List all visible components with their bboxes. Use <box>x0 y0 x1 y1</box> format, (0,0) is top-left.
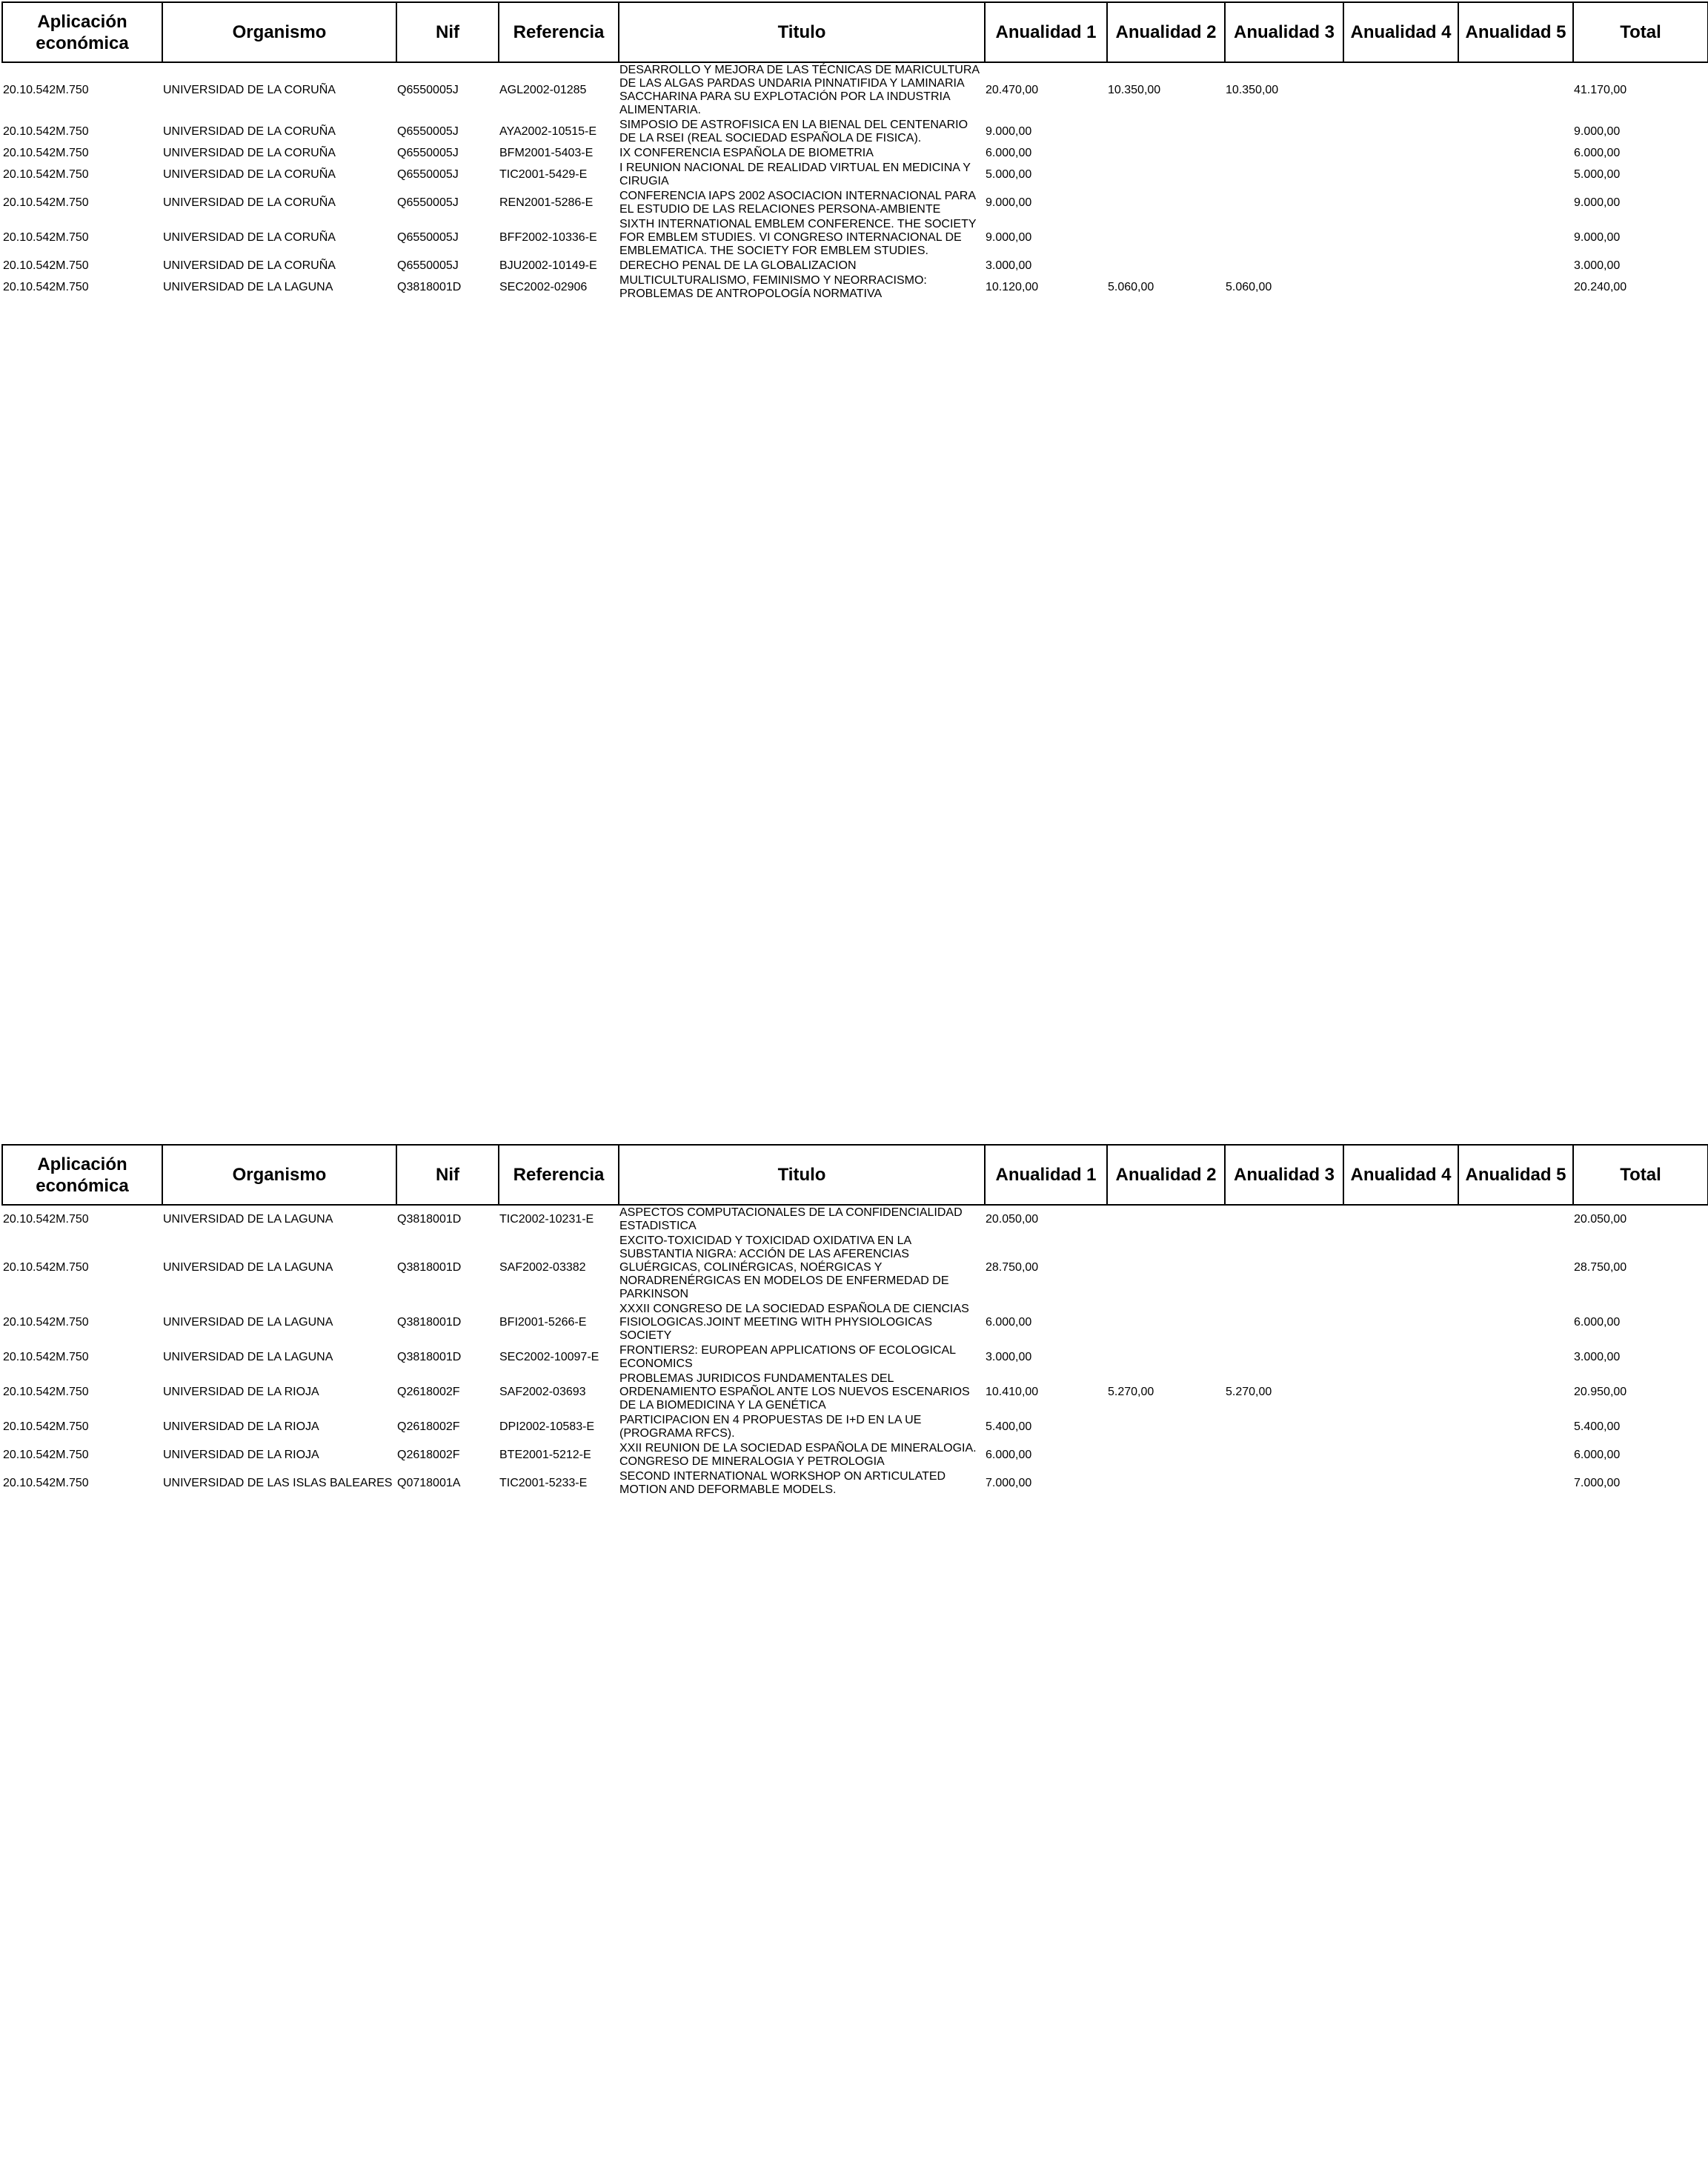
cell-title: MULTICULTURALISMO, FEMINISMO Y NEORRACISMO: PROBLEMAS DE ANTROPOLOGÍA NORMATIVA <box>619 274 927 300</box>
header-a3: Anualidad 3 <box>1225 2 1343 62</box>
cell-ref: BFI2001-5266-E <box>499 1316 587 1329</box>
cell-app: 20.10.542M.750 <box>3 168 89 181</box>
cell-a4 <box>1343 273 1458 302</box>
cell-a2 <box>1107 259 1225 273</box>
table-row <box>2 1302 1708 1343</box>
cell-a5 <box>1458 217 1573 259</box>
cell-a3 <box>1225 146 1343 161</box>
table-row <box>2 1413 1708 1441</box>
cell-app: 20.10.542M.750 <box>3 1351 89 1363</box>
header-title: Titulo <box>619 1145 985 1205</box>
cell-a3 <box>1225 1469 1343 1497</box>
cell-a3 <box>1225 1234 1343 1302</box>
cell-a1: 10.120,00 <box>986 281 1039 293</box>
cell-total: 9.000,00 <box>1574 125 1621 138</box>
cell-nif: Q3818001D <box>397 1316 462 1329</box>
cell-a3 <box>1225 118 1343 146</box>
cell-a2: 5.270,00 <box>1108 1386 1154 1398</box>
cell-a1: 6.000,00 <box>986 1449 1032 1461</box>
header-a3: Anualidad 3 <box>1225 1145 1343 1205</box>
cell-ref: BTE2001-5212-E <box>499 1449 591 1461</box>
cell-title: DERECHO PENAL DE LA GLOBALIZACION <box>619 259 857 272</box>
cell-a5 <box>1458 1302 1573 1343</box>
cell-total: 3.000,00 <box>1574 259 1621 272</box>
cell-a4 <box>1343 1372 1458 1413</box>
cell-total: 20.050,00 <box>1574 1213 1627 1226</box>
cell-org: UNIVERSIDAD DE LA LAGUNA <box>163 1213 333 1226</box>
cell-a1: 9.000,00 <box>986 231 1032 244</box>
cell-title: PARTICIPACION EN 4 PROPUESTAS DE I+D EN LA UE (PROGRAMA RFCS). <box>619 1414 922 1440</box>
cell-a4 <box>1343 118 1458 146</box>
table-row <box>2 189 1708 217</box>
header-app: Aplicación económica <box>2 1145 162 1205</box>
cell-app: 20.10.542M.750 <box>3 1449 89 1461</box>
table-row <box>2 217 1708 259</box>
cell-a3 <box>1225 1205 1343 1234</box>
cell-a1: 5.400,00 <box>986 1420 1032 1433</box>
cell-title: SECOND INTERNATIONAL WORKSHOP ON ARTICULATED MOTION AND DEFORMABLE MODELS. <box>619 1470 946 1496</box>
cell-ref: BFF2002-10336-E <box>499 231 597 244</box>
cell-org: UNIVERSIDAD DE LAS ISLAS BALEARES <box>163 1477 393 1489</box>
cell-a2 <box>1107 1343 1225 1372</box>
header-a4: Anualidad 4 <box>1343 2 1458 62</box>
cell-nif: Q6550005J <box>397 84 459 96</box>
cell-a3 <box>1225 1302 1343 1343</box>
cell-a5 <box>1458 1234 1573 1302</box>
cell-a4 <box>1343 259 1458 273</box>
cell-nif: Q6550005J <box>397 168 459 181</box>
cell-nif: Q6550005J <box>397 147 459 159</box>
header-a4: Anualidad 4 <box>1343 1145 1458 1205</box>
cell-ref: BFM2001-5403-E <box>499 147 594 159</box>
cell-ref: TIC2002-10231-E <box>499 1213 594 1226</box>
cell-title: PROBLEMAS JURIDICOS FUNDAMENTALES DEL ORDENAMIENTO ESPAÑOL ANTE LOS NUEVOS ESCENARIOS DE LA BIOMEDICINA Y LA GENÉTICA <box>619 1372 970 1412</box>
header-a1: Anualidad 1 <box>985 2 1107 62</box>
header-a1: Anualidad 1 <box>985 1145 1107 1205</box>
cell-app: 20.10.542M.750 <box>3 1261 89 1274</box>
cell-a5 <box>1458 1441 1573 1469</box>
cell-a2 <box>1107 1302 1225 1343</box>
cell-org: UNIVERSIDAD DE LA CORUÑA <box>163 147 336 159</box>
table-row <box>2 146 1708 161</box>
cell-a2: 10.350,00 <box>1108 84 1161 96</box>
cell-a4 <box>1343 1413 1458 1441</box>
cell-a1: 9.000,00 <box>986 196 1032 209</box>
cell-org: UNIVERSIDAD DE LA CORUÑA <box>163 231 336 244</box>
cell-a3 <box>1225 1441 1343 1469</box>
table-row <box>2 1372 1708 1413</box>
cell-a4 <box>1343 146 1458 161</box>
cell-a2 <box>1107 1441 1225 1469</box>
cell-org: UNIVERSIDAD DE LA LAGUNA <box>163 1316 333 1329</box>
cell-a3: 10.350,00 <box>1226 84 1279 96</box>
table-row <box>2 161 1708 189</box>
table-row <box>2 273 1708 302</box>
cell-a3 <box>1225 1413 1343 1441</box>
cell-total: 6.000,00 <box>1574 147 1621 159</box>
cell-a5 <box>1458 1205 1573 1234</box>
cell-title: EXCITO-TOXICIDAD Y TOXICIDAD OXIDATIVA EN LA SUBSTANTIA NIGRA: ACCIÓN DE LAS AFERENCIAS GLUÉRGICAS, COLINÉRGICAS, NOÉRGICAS Y NORADRENÉRGICAS EN MODELOS DE ENFERMEDAD DE PARKINSON <box>619 1234 949 1300</box>
cell-ref: BJU2002-10149-E <box>499 259 597 272</box>
cell-a1: 3.000,00 <box>986 259 1032 272</box>
cell-title: DESARROLLO Y MEJORA DE LAS TÉCNICAS DE MARICULTURA DE LAS ALGAS PARDAS UNDARIA PINNATIFIDA Y LAMINARIA SACCHARINA PARA SU EXPLOTACIÓN POR LA INDUSTRIA ALIMENTARIA. <box>619 64 980 116</box>
cell-a3 <box>1225 259 1343 273</box>
table-row <box>2 118 1708 146</box>
header-a5: Anualidad 5 <box>1458 1145 1573 1205</box>
cell-a5 <box>1458 62 1573 118</box>
cell-nif: Q6550005J <box>397 259 459 272</box>
cell-total: 7.000,00 <box>1574 1477 1621 1489</box>
cell-a4 <box>1343 189 1458 217</box>
cell-a3 <box>1225 189 1343 217</box>
cell-title: FRONTIERS2: EUROPEAN APPLICATIONS OF ECOLOGICAL ECONOMICS <box>619 1344 956 1370</box>
cell-org: UNIVERSIDAD DE LA RIOJA <box>163 1420 319 1433</box>
cell-a5 <box>1458 259 1573 273</box>
cell-title: SIMPOSIO DE ASTROFISICA EN LA BIENAL DEL CENTENARIO DE LA RSEI (REAL SOCIEDAD ESPAÑOLA DE FISICA). <box>619 119 968 144</box>
cell-app: 20.10.542M.750 <box>3 1316 89 1329</box>
cell-total: 28.750,00 <box>1574 1261 1627 1274</box>
cell-a1: 28.750,00 <box>986 1261 1039 1274</box>
cell-a2 <box>1107 118 1225 146</box>
cell-a4 <box>1343 1302 1458 1343</box>
cell-a1: 5.000,00 <box>986 168 1032 181</box>
cell-ref: SEC2002-10097-E <box>499 1351 599 1363</box>
cell-total: 6.000,00 <box>1574 1449 1621 1461</box>
cell-total: 3.000,00 <box>1574 1351 1621 1363</box>
cell-total: 20.240,00 <box>1574 281 1627 293</box>
cell-a4 <box>1343 1441 1458 1469</box>
cell-a5 <box>1458 118 1573 146</box>
cell-org: UNIVERSIDAD DE LA CORUÑA <box>163 125 336 138</box>
cell-app: 20.10.542M.750 <box>3 1420 89 1433</box>
cell-ref: SAF2002-03382 <box>499 1261 586 1274</box>
cell-org: UNIVERSIDAD DE LA LAGUNA <box>163 1351 333 1363</box>
cell-app: 20.10.542M.750 <box>3 281 89 293</box>
table-row <box>2 1441 1708 1469</box>
cell-a4 <box>1343 1343 1458 1372</box>
cell-nif: Q6550005J <box>397 196 459 209</box>
cell-nif: Q2618002F <box>397 1449 460 1461</box>
cell-a3 <box>1225 217 1343 259</box>
cell-ref: TIC2001-5429-E <box>499 168 588 181</box>
table-row <box>2 1234 1708 1302</box>
cell-nif: Q6550005J <box>397 125 459 138</box>
cell-org: UNIVERSIDAD DE LA CORUÑA <box>163 259 336 272</box>
cell-app: 20.10.542M.750 <box>3 1213 89 1226</box>
cell-nif: Q3818001D <box>397 281 462 293</box>
table-row <box>2 62 1708 118</box>
cell-nif: Q6550005J <box>397 231 459 244</box>
cell-a3: 5.060,00 <box>1226 281 1272 293</box>
cell-a1: 6.000,00 <box>986 1316 1032 1329</box>
cell-app: 20.10.542M.750 <box>3 125 89 138</box>
cell-a2 <box>1107 1234 1225 1302</box>
cell-a3: 5.270,00 <box>1226 1386 1272 1398</box>
cell-ref: REN2001-5286-E <box>499 196 594 209</box>
cell-title: SIXTH INTERNATIONAL EMBLEM CONFERENCE. THE SOCIETY FOR EMBLEM STUDIES. VI CONGRESO INTERNACIONAL DE EMBLEMATICA. THE SOCIETY FOR EMBLEM STUDIES. <box>619 218 977 257</box>
cell-nif: Q3818001D <box>397 1213 462 1226</box>
cell-app: 20.10.542M.750 <box>3 1477 89 1489</box>
header-nif: Nif <box>396 2 499 62</box>
cell-a2 <box>1107 1413 1225 1441</box>
cell-org: UNIVERSIDAD DE LA LAGUNA <box>163 1261 333 1274</box>
cell-a2 <box>1107 217 1225 259</box>
cell-total: 5.000,00 <box>1574 168 1621 181</box>
cell-ref: AGL2002-01285 <box>499 84 587 96</box>
cell-a4 <box>1343 217 1458 259</box>
cell-a1: 9.000,00 <box>986 125 1032 138</box>
cell-a4 <box>1343 1234 1458 1302</box>
header-ref: Referencia <box>499 1145 619 1205</box>
header-table <box>1 1 1708 302</box>
header-total: Total <box>1573 1145 1708 1205</box>
cell-org: UNIVERSIDAD DE LA RIOJA <box>163 1449 319 1461</box>
cell-title: CONFERENCIA IAPS 2002 ASOCIACION INTERNACIONAL PARA EL ESTUDIO DE LAS RELACIONES PERSONA-AMBIENTE <box>619 190 976 216</box>
cell-a2 <box>1107 146 1225 161</box>
cell-app: 20.10.542M.750 <box>3 196 89 209</box>
cell-org: UNIVERSIDAD DE LA RIOJA <box>163 1386 319 1398</box>
cell-a4 <box>1343 1469 1458 1497</box>
cell-a1: 6.000,00 <box>986 147 1032 159</box>
cell-title: I REUNION NACIONAL DE REALIDAD VIRTUAL EN MEDICINA Y CIRUGIA <box>619 162 971 187</box>
cell-title: ASPECTOS COMPUTACIONALES DE LA CONFIDENCIALIDAD ESTADISTICA <box>619 1206 963 1232</box>
cell-a2 <box>1107 189 1225 217</box>
cell-a5 <box>1458 273 1573 302</box>
header-table <box>1 1144 1708 1497</box>
cell-app: 20.10.542M.750 <box>3 1386 89 1398</box>
cell-nif: Q3818001D <box>397 1261 462 1274</box>
cell-title: IX CONFERENCIA ESPAÑOLA DE BIOMETRIA <box>619 147 874 159</box>
cell-ref: SAF2002-03693 <box>499 1386 586 1398</box>
header-ref: Referencia <box>499 2 619 62</box>
cell-a5 <box>1458 189 1573 217</box>
cell-org: UNIVERSIDAD DE LA LAGUNA <box>163 281 333 293</box>
cell-app: 20.10.542M.750 <box>3 147 89 159</box>
header-nif: Nif <box>396 1145 499 1205</box>
header-a2: Anualidad 2 <box>1107 2 1225 62</box>
cell-a1: 3.000,00 <box>986 1351 1032 1363</box>
header-app: Aplicación económica <box>2 2 162 62</box>
cell-a2 <box>1107 1469 1225 1497</box>
cell-org: UNIVERSIDAD DE LA CORUÑA <box>163 84 336 96</box>
table-row <box>2 1205 1708 1234</box>
cell-total: 9.000,00 <box>1574 231 1621 244</box>
cell-a5 <box>1458 161 1573 189</box>
cell-a4 <box>1343 1205 1458 1234</box>
cell-total: 20.950,00 <box>1574 1386 1627 1398</box>
header-total: Total <box>1573 2 1708 62</box>
cell-a5 <box>1458 146 1573 161</box>
cell-a1: 10.410,00 <box>986 1386 1039 1398</box>
cell-org: UNIVERSIDAD DE LA CORUÑA <box>163 196 336 209</box>
cell-a5 <box>1458 1469 1573 1497</box>
header-org: Organismo <box>162 2 396 62</box>
table-row <box>2 259 1708 273</box>
cell-ref: AYA2002-10515-E <box>499 125 597 138</box>
cell-a1: 20.470,00 <box>986 84 1039 96</box>
cell-a4 <box>1343 62 1458 118</box>
cell-app: 20.10.542M.750 <box>3 231 89 244</box>
cell-total: 41.170,00 <box>1574 84 1627 96</box>
cell-a3 <box>1225 161 1343 189</box>
cell-title: XXII REUNION DE LA SOCIEDAD ESPAÑOLA DE MINERALOGIA. CONGRESO DE MINERALOGIA Y PETROLOGIA <box>619 1442 977 1468</box>
cell-total: 6.000,00 <box>1574 1316 1621 1329</box>
cell-title: XXXII CONGRESO DE LA SOCIEDAD ESPAÑOLA DE CIENCIAS FISIOLOGICAS.JOINT MEETING WITH PHYSIOLOGICAS SOCIETY <box>619 1303 969 1342</box>
cell-a5 <box>1458 1343 1573 1372</box>
header-org: Organismo <box>162 1145 396 1205</box>
cell-nif: Q2618002F <box>397 1386 460 1398</box>
cell-a1: 7.000,00 <box>986 1477 1032 1489</box>
cell-app: 20.10.542M.750 <box>3 84 89 96</box>
header-row <box>2 2 1708 62</box>
cell-a1: 20.050,00 <box>986 1213 1039 1226</box>
cell-total: 5.400,00 <box>1574 1420 1621 1433</box>
cell-ref: DPI2002-10583-E <box>499 1420 595 1433</box>
cell-a3 <box>1225 1343 1343 1372</box>
header-row <box>2 1145 1708 1205</box>
cell-total: 9.000,00 <box>1574 196 1621 209</box>
cell-org: UNIVERSIDAD DE LA CORUÑA <box>163 168 336 181</box>
table-row <box>2 1343 1708 1372</box>
cell-a4 <box>1343 161 1458 189</box>
header-a2: Anualidad 2 <box>1107 1145 1225 1205</box>
cell-ref: SEC2002-02906 <box>499 281 588 293</box>
cell-nif: Q3818001D <box>397 1351 462 1363</box>
cell-app: 20.10.542M.750 <box>3 259 89 272</box>
cell-a2: 5.060,00 <box>1108 281 1154 293</box>
cell-ref: TIC2001-5233-E <box>499 1477 588 1489</box>
header-a5: Anualidad 5 <box>1458 2 1573 62</box>
table-row <box>2 1469 1708 1497</box>
cell-nif: Q0718001A <box>397 1477 461 1489</box>
cell-a5 <box>1458 1413 1573 1441</box>
cell-nif: Q2618002F <box>397 1420 460 1433</box>
header-title: Titulo <box>619 2 985 62</box>
cell-a5 <box>1458 1372 1573 1413</box>
cell-a2 <box>1107 1205 1225 1234</box>
cell-a2 <box>1107 161 1225 189</box>
